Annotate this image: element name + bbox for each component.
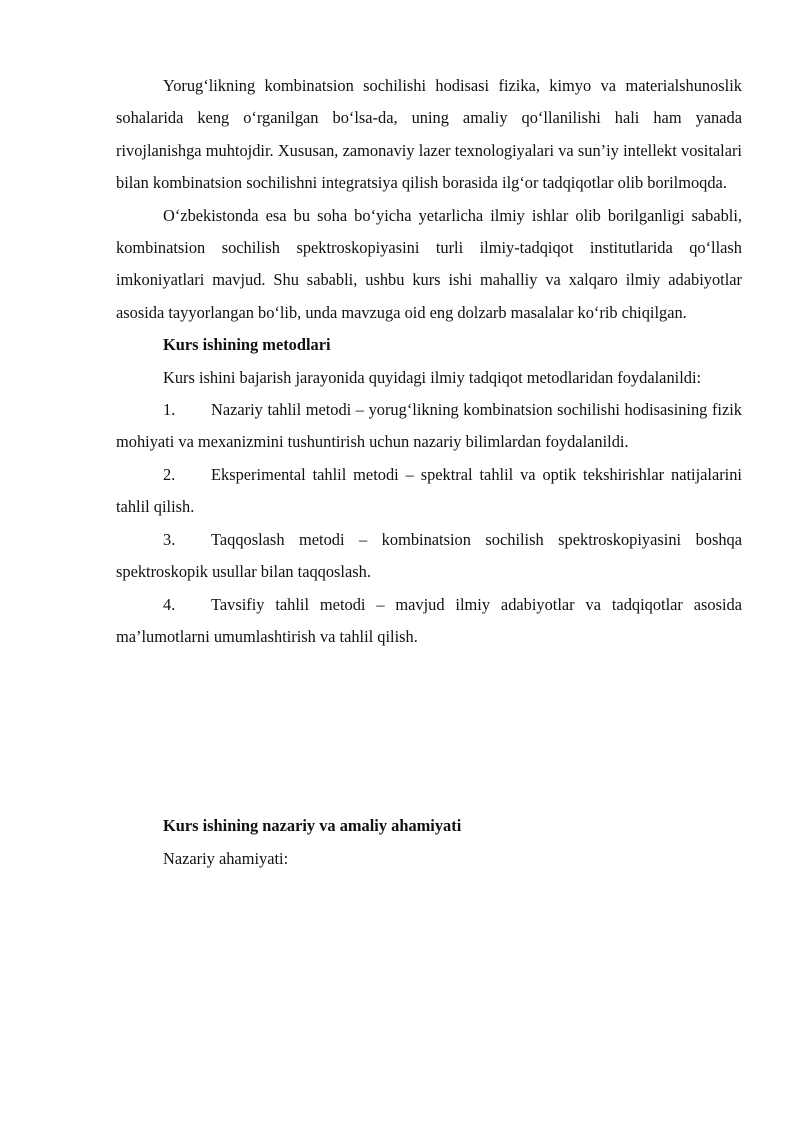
method-item-number: 3. — [163, 529, 176, 549]
method-item-2 — [116, 459, 742, 524]
theoretical-significance-label: Nazariy ahamiyati: — [163, 848, 289, 868]
blank-space — [116, 653, 742, 810]
method-item-number: 4. — [163, 594, 176, 614]
methods-intro: Kurs ishini bajarish jarayonida quyidagi ilmiy tadqiqot metodlaridan foydalanildi: — [163, 367, 702, 387]
method-item-number: 2. — [163, 464, 176, 484]
methods-heading: Kurs ishining metodlari — [163, 335, 331, 355]
method-item-text: Taqqoslash metodi – kombinatsion sochilish spektroskopiyasini boshqa spektroskopik usullar bilan taqqoslash. — [116, 529, 742, 582]
paragraph-intro: Yorug‘likning kombinatsion sochilishi hodisasi fizika, kimyo va materialshunoslik sohalarida keng o‘rganilgan bo‘lsa-da, uning amaliy qo‘llanilishi hali ham yanada rivojlanishga muhtojdir. Xususan, zamonaviy lazer texnologiyalari va sun’iy intellekt vositalari bilan kombinatsion sochilishni integratsiya qilish borasida ilg‘or tadqiqotlar olib borilmoqda. — [116, 76, 742, 193]
paragraph-uzbekistan: O‘zbekistonda esa bu soha bo‘yicha yetarlicha ilmiy ishlar olib borilganligi sababli, kombinatsion sochilish spektroskopiyasini turli ilmiy-tadqiqot institutlarida qo‘llash imkoniyatlari mavjud. Shu sababli, ushbu kurs ishi mahalliy va xalqaro ilmiy adabiyotlar asosida tayyorlangan bo‘lib, unda mavzuga oid eng dolzarb masalalar ko‘rib chiqilgan. — [116, 205, 742, 322]
document-page — [116, 70, 742, 875]
method-item-1 — [116, 394, 742, 459]
significance-heading: Kurs ishining nazariy va amaliy ahamiyati — [163, 816, 462, 836]
method-item-text: Tavsifiy tahlil metodi – mavjud ilmiy adabiyotlar va tadqiqotlar asosida ma’lumotlarni umumlashtirish va tahlil qilish. — [116, 594, 742, 646]
method-item-number: 1. — [163, 400, 176, 420]
method-item-4 — [116, 589, 742, 654]
method-item-text: Eksperimental tahlil metodi – spektral tahlil va optik tekshirishlar natijalarini tahlil qilish. — [116, 464, 742, 517]
method-item-3 — [116, 524, 742, 589]
method-item-text: Nazariy tahlil metodi – yorug‘likning kombinatsion sochilishi hodisasining fizik mohiyati va mexanizmini tushuntirish uchun nazariy bilimlardan foydalanildi. — [116, 400, 742, 452]
